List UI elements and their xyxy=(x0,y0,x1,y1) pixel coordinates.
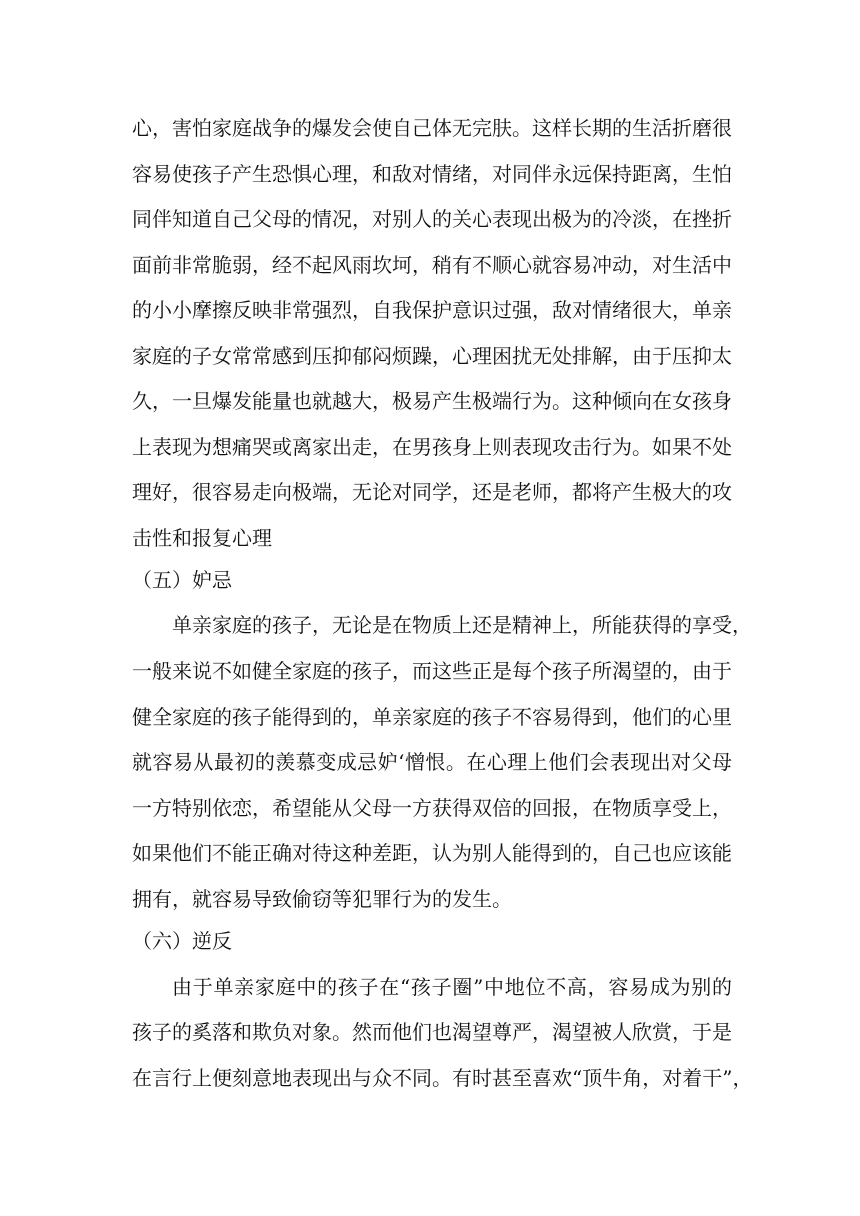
paragraph-line: 家庭的子女常常感到压抑郁闷烦躁，心理困扰无处排解，由于压抑太 xyxy=(132,344,732,368)
paragraph-line: 单亲家庭的孩子，无论是在物质上还是精神上，所能获得的享受， xyxy=(172,613,752,637)
paragraph-line: 一方特别依恋，希望能从父母一方获得双倍的回报，在物质享受上， xyxy=(132,796,732,820)
paragraph-line: 孩子的奚落和欺负对象。然而他们也渴望尊严，渴望被人欣赏，于是 xyxy=(132,1020,732,1044)
paragraph-line: 一般来说不如健全家庭的孩子，而这些正是每个孩子所渴望的，由于 xyxy=(132,659,732,683)
paragraph-line: 击性和报复心理 xyxy=(132,526,272,550)
paragraph-line: 面前非常脆弱，经不起风雨坎坷，稍有不顺心就容易冲动，对生活中 xyxy=(132,253,732,277)
paragraph-line: 就容易从最初的羡慕变成忌妒‘憎恨。在心理上他们会表现出对父母 xyxy=(132,750,732,774)
paragraph-line: 在言行上便刻意地表现出与众不同。有时甚至喜欢“顶牛角，对着干”， xyxy=(132,1066,753,1090)
paragraph-line: 上表现为想痛哭或离家出走，在男孩身上则表现攻击行为。如果不处 xyxy=(132,435,732,459)
paragraph-line: 同伴知道自己父母的情况，对别人的关心表现出极为的冷淡，在挫折 xyxy=(132,207,732,231)
paragraph-line: 心，害怕家庭战争的爆发会使自己体无完肤。这样长期的生活折磨很 xyxy=(132,116,732,140)
section-heading: （五）妒忌 xyxy=(132,568,232,592)
paragraph-line: 容易使孩子产生恐惧心理，和敌对情绪，对同伴永远保持距离，生怕 xyxy=(132,162,732,186)
paragraph-line: 由于单亲家庭中的孩子在“孩子圈”中地位不高，容易成为别的 xyxy=(172,975,732,999)
paragraph-line: 久，一旦爆发能量也就越大，极易产生极端行为。这种倾向在女孩身 xyxy=(132,389,732,413)
paragraph-line: 健全家庭的孩子能得到的，单亲家庭的孩子不容易得到，他们的心里 xyxy=(132,705,732,729)
paragraph-line: 如果他们不能正确对待这种差距，认为别人能得到的，自己也应该能 xyxy=(132,841,732,865)
section-heading: （六）逆反 xyxy=(132,929,232,953)
paragraph-line: 的小小摩擦反映非常强烈，自我保护意识过强，敌对情绪很大，单亲 xyxy=(132,298,732,322)
paragraph-line: 拥有，就容易导致偷窃等犯罪行为的发生。 xyxy=(132,887,512,911)
paragraph-line: 理好，很容易走向极端，无论对同学，还是老师，都将产生极大的攻 xyxy=(132,480,732,504)
